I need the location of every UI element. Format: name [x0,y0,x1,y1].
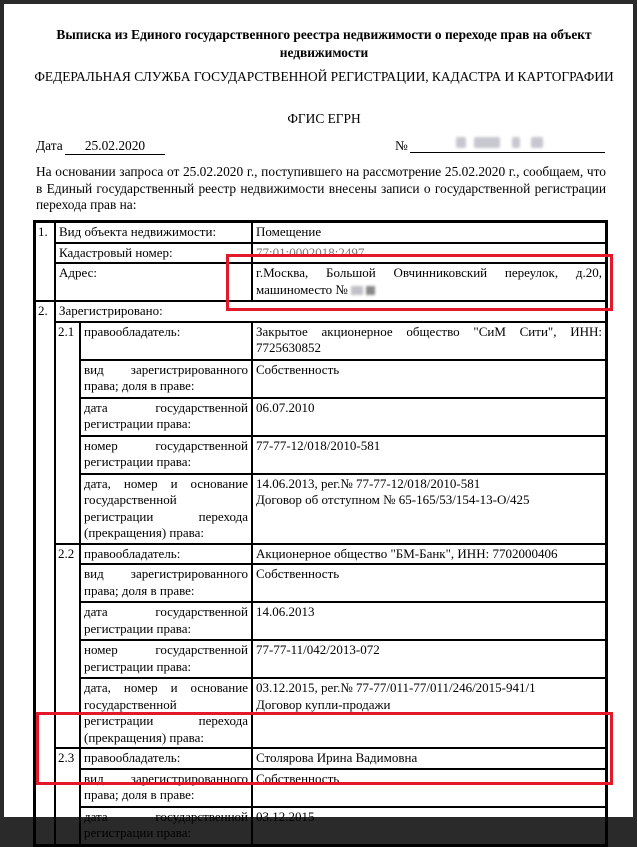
table-row [35,544,606,565]
reg-number-label: номер государственной регистрации права: [80,640,252,678]
table-row [35,602,606,640]
table-row [35,807,606,845]
number-label: № [395,138,408,153]
table-row [35,640,606,678]
owner-highlight-box [36,712,613,785]
holder-label: правообладатель: [80,322,252,360]
reg-date-value: 06.07.2010 [252,398,606,436]
date-label: Дата [36,138,63,153]
table-row [35,360,606,398]
right-type-label: вид зарегистрированного права; доля в праве: [80,360,252,398]
basis-line: 03.12.2015, рег.№ 77-77/011-77/011/246/2015-941/1 [256,680,536,695]
right-type-value: Собственность [252,360,606,398]
intro-paragraph: На основании запроса от 25.02.2020 г., поступившего на рассмотрение 25.02.2020 г., сообщаем, что в Единый государственный реестр недвижимости внесены записи о государственной регистрации перехода прав на: [36,164,606,212]
redacted-number-blur [474,137,500,148]
registered-title: Зарегистрировано: [55,301,606,322]
basis-label: дата, номер и основание государственной регистрации перехода (прекращения) права: [80,678,252,748]
reg-number-value: 77-77-12/018/2010-581 [252,436,606,474]
section-number: 2. [35,301,55,845]
entry-number: 2.3 [55,748,80,845]
number-underline [410,152,605,153]
reg-date-value: 03.12.2015 [252,807,606,845]
holder-label: правообладатель: [80,748,252,769]
holder-label: правообладатель: [80,544,252,565]
holder-value: Акционерное общество "БМ-Банк", ИНН: 7702000406 [252,544,606,565]
agency-name: ФЕДЕРАЛЬНАЯ СЛУЖБА ГОСУДАРСТВЕННОЙ РЕГИСТРАЦИИ, КАДАСТРА И КАРТОГРАФИИ [34,69,614,84]
document-page [4,4,633,840]
reg-date-label: дата государственной регистрации права: [80,807,252,845]
reg-date-label: дата государственной регистрации права: [80,398,252,436]
section-number: 1. [35,222,55,301]
table-row [35,474,606,544]
basis-line: Договор купли-продажи [256,696,391,712]
basis-value [252,474,606,544]
object-type-value: Помещение [252,222,606,243]
right-type-label: вид зарегистрированного права; доля в праве: [80,564,252,602]
entry-number: 2.1 [55,322,80,544]
right-type-value: Собственность [252,564,606,602]
table-row [35,564,606,602]
table-row [35,322,606,360]
basis-label: дата, номер и основание государственной регистрации перехода (прекращения) права: [80,474,252,544]
entry-number: 2.2 [55,544,80,749]
right-type-value: Собственность [252,769,606,807]
reg-date-label: дата государственной регистрации права: [80,602,252,640]
reg-number-value: 77-77-11/042/2013-072 [252,640,606,678]
basis-line: Договор об отступном № 65-165/53/154-13-О/425 [256,492,530,507]
address-label: Адрес: [55,263,252,301]
object-type-label: Вид объекта недвижимости: [55,222,252,243]
cadastral-value: 77:01:0002018:2497 [252,243,606,264]
redacted-number-blur [531,137,543,148]
table-row [35,436,606,474]
holder-value: Закрытое акционерное общество "СиМ Сити", ИНН: 7725630852 [252,322,606,360]
system-name: ФГИС ЕГРН [287,111,361,126]
cadastral-label: Кадастровый номер: [55,243,252,264]
table-row [35,398,606,436]
date-value: 25.02.2020 [65,138,165,155]
reg-number-label: номер государственной регистрации права: [80,436,252,474]
basis-line: 14.06.2013, рег.№ 77-77-12/018/2010-581 [256,475,481,491]
redacted-number-blur [456,137,466,148]
table-row [35,222,606,243]
reg-date-value: 14.06.2013 [252,602,606,640]
address-line-text: машиноместо № [256,281,348,297]
right-type-label: вид зарегистрированного права; доля в праве: [80,769,252,807]
address-line: г.Москва, Большой Овчинниковский переулок, д.20, [256,265,602,280]
holder-value: Столярова Ирина Вадимовна [252,748,606,769]
document-title: Выписка из Единого государственного реестра недвижимости о переходе прав на объект недвижимости [56,27,592,60]
address-highlight-box [226,254,613,311]
redacted-number-blur [512,137,520,148]
